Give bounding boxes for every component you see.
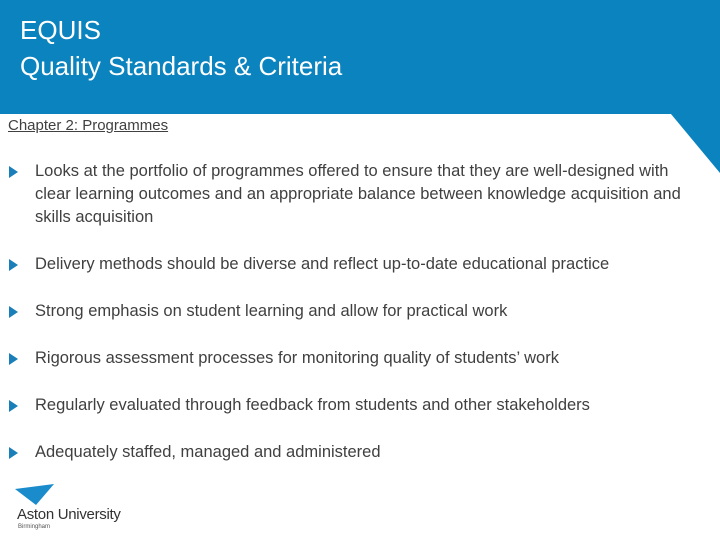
triangle-right-icon bbox=[9, 259, 18, 271]
triangle-right-icon bbox=[9, 400, 18, 412]
logo-wedge-icon bbox=[14, 482, 64, 508]
bullet-text: Strong emphasis on student learning and allow for practical work bbox=[35, 302, 508, 320]
bullet-item bbox=[0, 160, 700, 229]
bullet-item bbox=[0, 347, 700, 370]
triangle-right-icon bbox=[9, 166, 18, 178]
triangle-right-icon bbox=[9, 306, 18, 318]
slide-title bbox=[20, 12, 342, 84]
title-line-1: EQUIS bbox=[20, 15, 101, 45]
aston-university-logo bbox=[14, 482, 134, 537]
bullet-text: Rigorous assessment processes for monitoring quality of students’ work bbox=[35, 349, 559, 367]
bullet-item bbox=[0, 394, 700, 417]
bullet-text: Adequately staffed, managed and administered bbox=[35, 443, 381, 461]
logo-subtext: Birmingham bbox=[18, 524, 51, 530]
title-line-2: Quality Standards & Criteria bbox=[20, 51, 343, 81]
logo-name: Aston University bbox=[17, 506, 121, 523]
bullet-text: Delivery methods should be diverse and reflect up-to-date educational practice bbox=[35, 255, 610, 273]
bullet-item bbox=[0, 300, 700, 323]
bullet-text: Regularly evaluated through feedback from students and other stakeholders bbox=[35, 396, 590, 414]
triangle-right-icon bbox=[9, 447, 18, 459]
chapter-subtitle: Chapter 2: Programmes bbox=[8, 117, 169, 134]
bullet-list bbox=[0, 160, 700, 488]
bullet-text: Looks at the portfolio of programmes offered to ensure that they are well-designed with clear learning outcomes and an appropriate balance between knowledge acquisition and skills acquisition bbox=[35, 162, 681, 226]
bullet-item bbox=[0, 253, 700, 276]
triangle-right-icon bbox=[9, 353, 18, 365]
bullet-item bbox=[0, 441, 700, 464]
